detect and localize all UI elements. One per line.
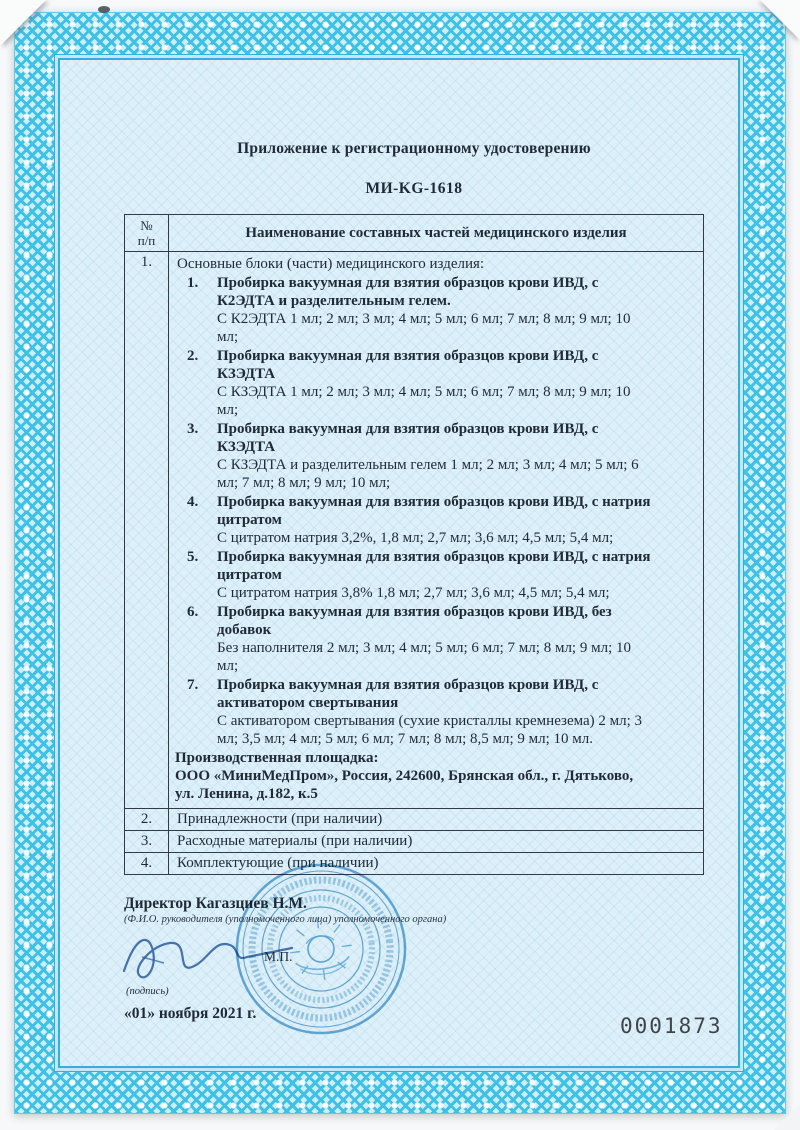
component-detail: Без наполнителя 2 мл; 3 мл; 4 мл; 5 мл; 6 мл; 7 мл; 8 мл; 9 мл; 10 мл;: [217, 640, 631, 674]
table-row: [125, 831, 704, 853]
document-title: Приложение к регистрационному удостоверению: [237, 140, 591, 157]
col-header-name: Наименование составных частей медицинского изделия: [169, 215, 704, 252]
component-number: 6.: [187, 604, 199, 620]
col-header-number: [125, 215, 169, 252]
director-caption: (Ф.И.О. руководителя (уполномоченного лица) уполномоченного органа): [124, 914, 447, 925]
components-table: [124, 214, 704, 875]
component-number: 2.: [187, 348, 199, 364]
component-item: [175, 493, 697, 547]
table-row: [125, 809, 704, 831]
scan-smudge: [98, 6, 110, 13]
component-number: 3.: [187, 421, 199, 437]
component-title: Пробирка вакуумная для взятия образцов крови ИВД, с КЗЭДТА: [217, 348, 599, 382]
component-item: [175, 347, 697, 419]
component-item: [175, 274, 697, 346]
component-title: Пробирка вакуумная для взятия образцов крови ИВД, с К2ЭДТА и разделительным гелем.: [217, 275, 599, 309]
round-stamp-icon: [222, 850, 420, 1048]
component-title: Пробирка вакуумная для взятия образцов крови ИВД, без добавок: [217, 604, 612, 638]
signature-caption: (подпись): [126, 986, 169, 997]
row-text: Принадлежности (при наличии): [169, 809, 704, 831]
component-number: 4.: [187, 494, 199, 510]
component-number: 1.: [187, 275, 199, 291]
production-site-value: ООО «МиниМедПром», Россия, 242600, Брянская обл., г. Дятьково, ул. Ленина, д.182, к.5: [175, 768, 634, 802]
row-text: Расходные материалы (при наличии): [169, 831, 704, 853]
row-number: 4.: [125, 853, 169, 875]
director-name: Директор Кагазциев Н.М.: [124, 895, 307, 912]
component-title: Пробирка вакуумная для взятия образцов крови ИВД, с натрия цитратом: [217, 549, 651, 583]
main-row-cell: [169, 252, 704, 809]
scan-corner-fold: [760, 0, 800, 40]
col-header-number-line2: п/п: [137, 233, 156, 248]
row-number: 2.: [125, 809, 169, 831]
col-header-number-line1: №: [140, 218, 153, 233]
table-row-main: [125, 252, 704, 809]
mp-seal-label: М.П.: [264, 949, 293, 964]
component-detail: С активатором свертывания (сухие кристаллы кремнезема) 2 мл; 3 мл; 3,5 мл; 4 мл; 5 мл; 6 мл; 7 мл; 8 мл; 8,5 мл; 9 мл; 10 мл.: [217, 713, 643, 747]
component-detail: С цитратом натрия 3,2%, 1,8 мл; 2,7 мл; 3,6 мл; 4,5 мл; 5,4 мл;: [217, 530, 614, 546]
component-detail: С КЗЭДТА и разделительным гелем 1 мл; 2 мл; 3 мл; 4 мл; 5 мл; 6 мл; 7 мл; 8 мл; 9 мл; 10 мл;: [217, 457, 639, 491]
component-item: [175, 603, 697, 675]
component-detail: С цитратом натрия 3,8% 1,8 мл; 2,7 мл; 3,6 мл; 4,5 мл; 5,4 мл;: [217, 585, 610, 601]
row-text: Комплектующие (при наличии): [169, 853, 704, 875]
component-title: Пробирка вакуумная для взятия образцов крови ИВД, с активатором свертывания: [217, 677, 599, 711]
document-number: МИ-KG-1618: [365, 180, 463, 197]
serial-number: 0001873: [620, 1014, 723, 1038]
component-number: 7.: [187, 677, 199, 693]
row-number: 1.: [125, 252, 169, 809]
row-number: 3.: [125, 831, 169, 853]
component-item: [175, 676, 697, 748]
component-number: 5.: [187, 549, 199, 565]
scan-corner-fold: [0, 0, 46, 46]
component-title: Пробирка вакуумная для взятия образцов крови ИВД, с натрия цитратом: [217, 494, 651, 528]
table-row: [125, 853, 704, 875]
production-site-label: Производственная площадка:: [175, 750, 379, 766]
component-item: [175, 420, 697, 492]
document-content: [124, 60, 704, 1023]
table-header-row: [125, 215, 704, 252]
component-detail: С К2ЭДТА 1 мл; 2 мл; 3 мл; 4 мл; 5 мл; 6 мл; 7 мл; 8 мл; 9 мл; 10 мл;: [217, 311, 631, 345]
document-date: «01» ноября 2021 г.: [124, 1005, 257, 1022]
component-detail: С КЗЭДТА 1 мл; 2 мл; 3 мл; 4 мл; 5 мл; 6 мл; 7 мл; 8 мл; 9 мл; 10 мл;: [217, 384, 631, 418]
component-title: Пробирка вакуумная для взятия образцов крови ИВД, с КЗЭДТА: [217, 421, 599, 455]
scan-corner-fold: [774, 1104, 800, 1130]
main-blocks-intro: Основные блоки (части) медицинского изделия:: [177, 256, 485, 272]
component-item: [175, 548, 697, 602]
